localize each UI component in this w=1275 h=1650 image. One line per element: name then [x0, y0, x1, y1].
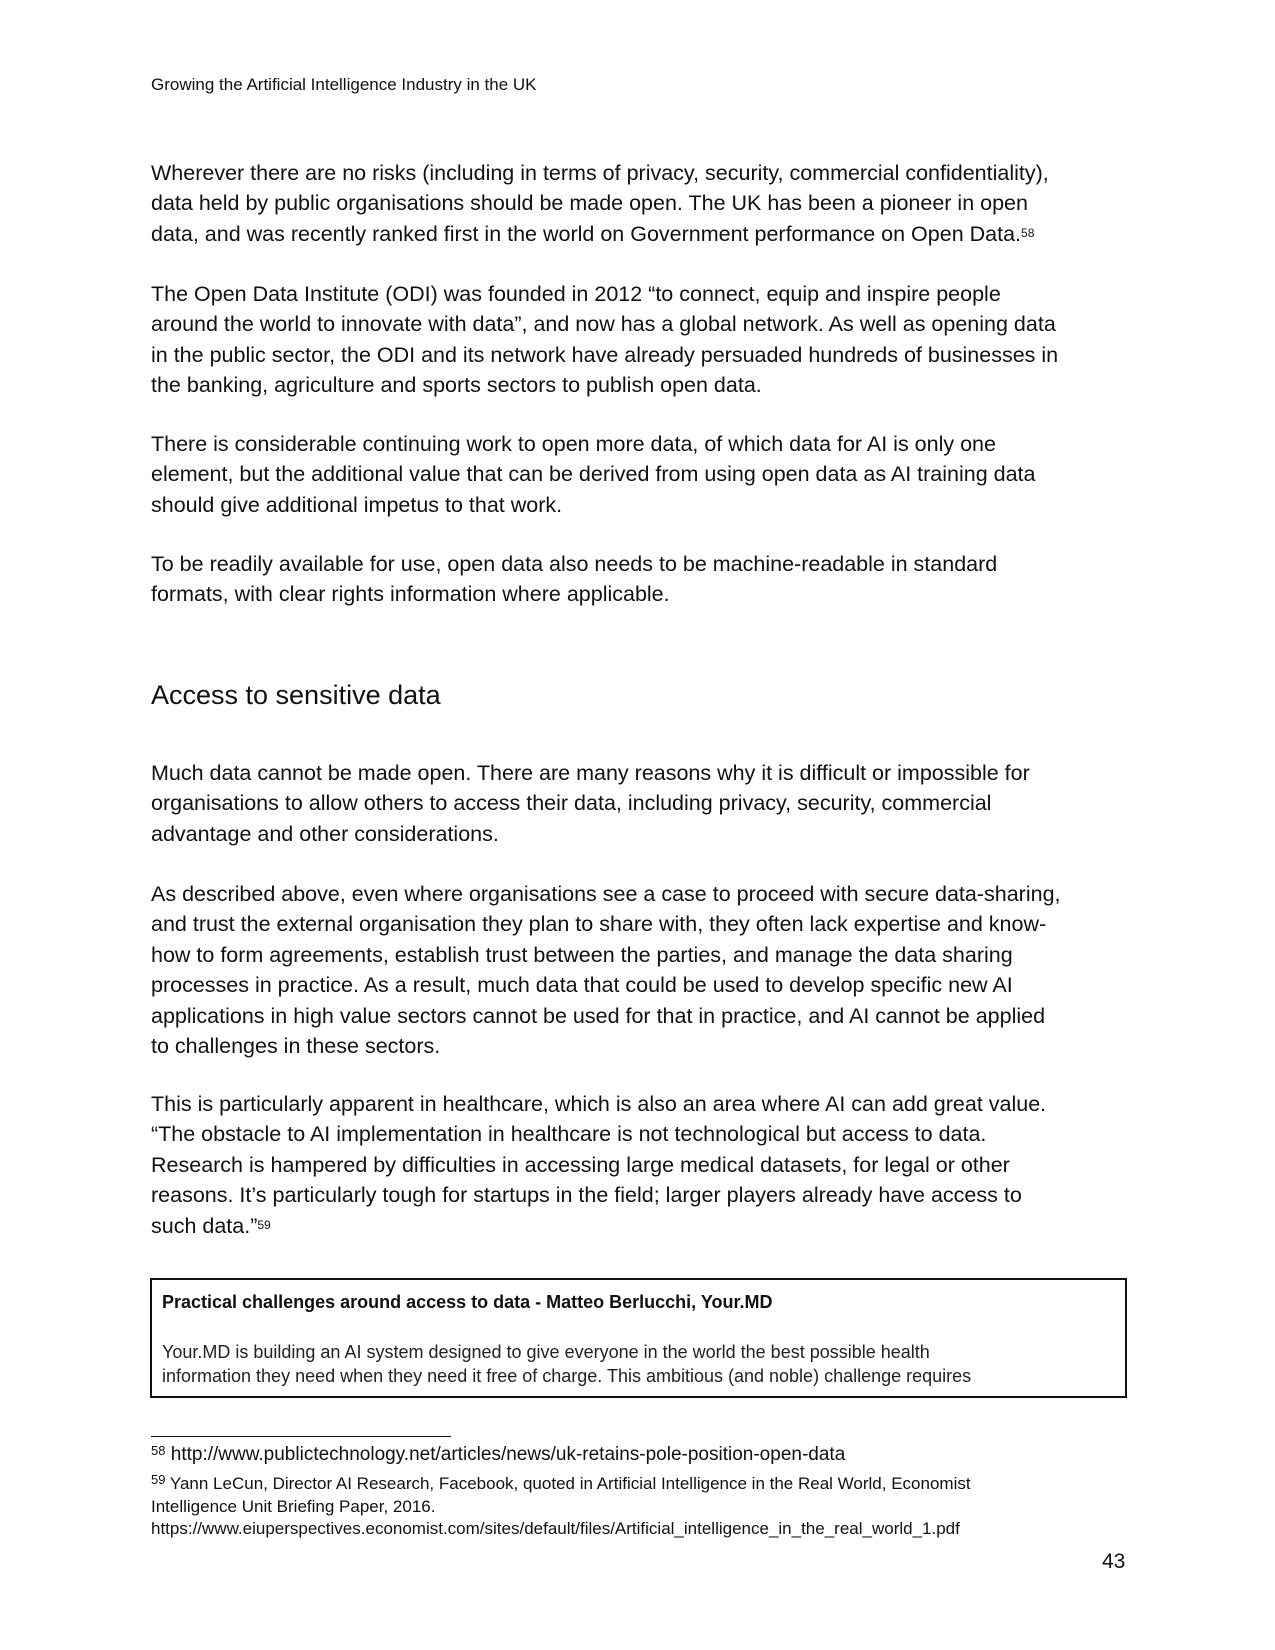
text-line: formats, with clear rights information where applicable.: [151, 582, 670, 607]
footnote-ref-58[interactable]: 58: [1021, 225, 1035, 240]
footnote-number: 58: [151, 1443, 166, 1458]
text-line: “The obstacle to AI implementation in healthcare is not technological but access to data.: [151, 1122, 987, 1147]
text-line: advantage and other considerations.: [151, 821, 499, 846]
body-paragraph: [151, 549, 1141, 610]
footnote-text: Yann LeCun, Director AI Research, Facebook, quoted in Artificial Intelligence in the Real World, Economist: [169, 1474, 971, 1493]
text-line: Wherever there are no risks (including in terms of privacy, security, commercial confidentiality),: [151, 161, 1049, 185]
text-line: and trust the external organisation they plan to share with, they often lack expertise and know-: [151, 912, 1047, 937]
footnote-link[interactable]: https://www.eiuperspectives.economist.com/sites/default/files/Artificial_intelligence_in_the_real_world_1.pdf: [151, 1519, 960, 1538]
text-line: [151, 1211, 1141, 1241]
footnote-link[interactable]: http://www.publictechnology.net/articles/news/uk-retains-pole-position-open-data: [170, 1444, 846, 1465]
text-line: organisations to allow others to access their data, including privacy, security, commercial: [151, 791, 992, 816]
text-line: The Open Data Institute (ODI) was founded in 2012 “to connect, equip and inspire people: [151, 282, 1001, 306]
body-paragraph: [151, 429, 1141, 520]
text-line: element, but the additional value that can be derived from using open data as AI training data: [151, 462, 1036, 487]
footnote-59: [151, 1473, 971, 1541]
text-line: should give additional impetus to that work.: [151, 492, 563, 517]
text-line: in the public sector, the ODI and its network have already persuaded hundreds of businesses in: [151, 342, 1059, 367]
text-line: Research is hampered by difficulties in accessing large medical datasets, for legal or other: [151, 1152, 1010, 1177]
text-line-content: data, and was recently ranked first in the world on Government performance on Open Data.: [151, 221, 1022, 246]
case-study-title: Practical challenges around access to data - Matteo Berlucchi, Your.MD: [162, 1292, 773, 1312]
text-line: As described above, even where organisations see a case to proceed with secure data-sharing,: [151, 882, 1061, 906]
text-line: around the world to innovate with data”, and now has a global network. As well as opening data: [151, 312, 1056, 337]
text-line: Much data cannot be made open. There are many reasons why it is difficult or impossible for: [151, 761, 1030, 785]
footnote-58: [151, 1444, 845, 1466]
text-line: information they need when they need it free of charge. This ambitious (and noble) challenge requires: [162, 1366, 972, 1386]
text-line: applications in high value sectors cannot be used for that in practice, and AI cannot be applied: [151, 1003, 1046, 1028]
footnote-ref-59[interactable]: 59: [257, 1217, 271, 1232]
text-line: the banking, agriculture and sports sectors to publish open data.: [151, 373, 762, 398]
text-line: Intelligence Unit Briefing Paper, 2016.: [151, 1496, 436, 1516]
body-paragraph: [151, 158, 1141, 249]
body-paragraph: [151, 1089, 1141, 1241]
text-line: This is particularly apparent in healthcare, which is also an area where AI can add great value.: [151, 1092, 1047, 1116]
case-study-box: [150, 1278, 1127, 1398]
case-study-text: [162, 1340, 971, 1388]
text-line: processes in practice. As a result, much data that could be used to develop specific new AI: [151, 973, 1013, 998]
text-line: how to form agreements, establish trust between the parties, and manage the data sharing: [151, 942, 1013, 967]
section-heading: Access to sensitive data: [151, 680, 441, 710]
footnote-number: 59: [151, 1472, 166, 1487]
text-line: data held by public organisations should be made open. The UK has been a pioneer in open: [151, 191, 1028, 216]
text-line: [151, 219, 1141, 249]
text-line: to challenges in these sectors.: [151, 1034, 441, 1059]
running-header: Growing the Artificial Intelligence Industry in the UK: [151, 75, 537, 94]
text-line: There is considerable continuing work to open more data, of which data for AI is only one: [151, 432, 996, 456]
body-paragraph: [151, 758, 1141, 849]
text-line: [151, 1473, 971, 1496]
body-paragraph: [151, 279, 1141, 401]
text-line: To be readily available for use, open data also needs to be machine-readable in standard: [151, 552, 998, 576]
footnote-divider: [151, 1436, 451, 1437]
body-paragraph: [151, 879, 1141, 1061]
text-line: Your.MD is building an AI system designed to give everyone in the world the best possible health: [162, 1342, 930, 1362]
text-line: reasons. It’s particularly tough for startups in the field; larger players already have access to: [151, 1183, 1022, 1208]
text-line-content: such data.”: [151, 1213, 258, 1238]
page-number: 43: [1102, 1550, 1126, 1573]
